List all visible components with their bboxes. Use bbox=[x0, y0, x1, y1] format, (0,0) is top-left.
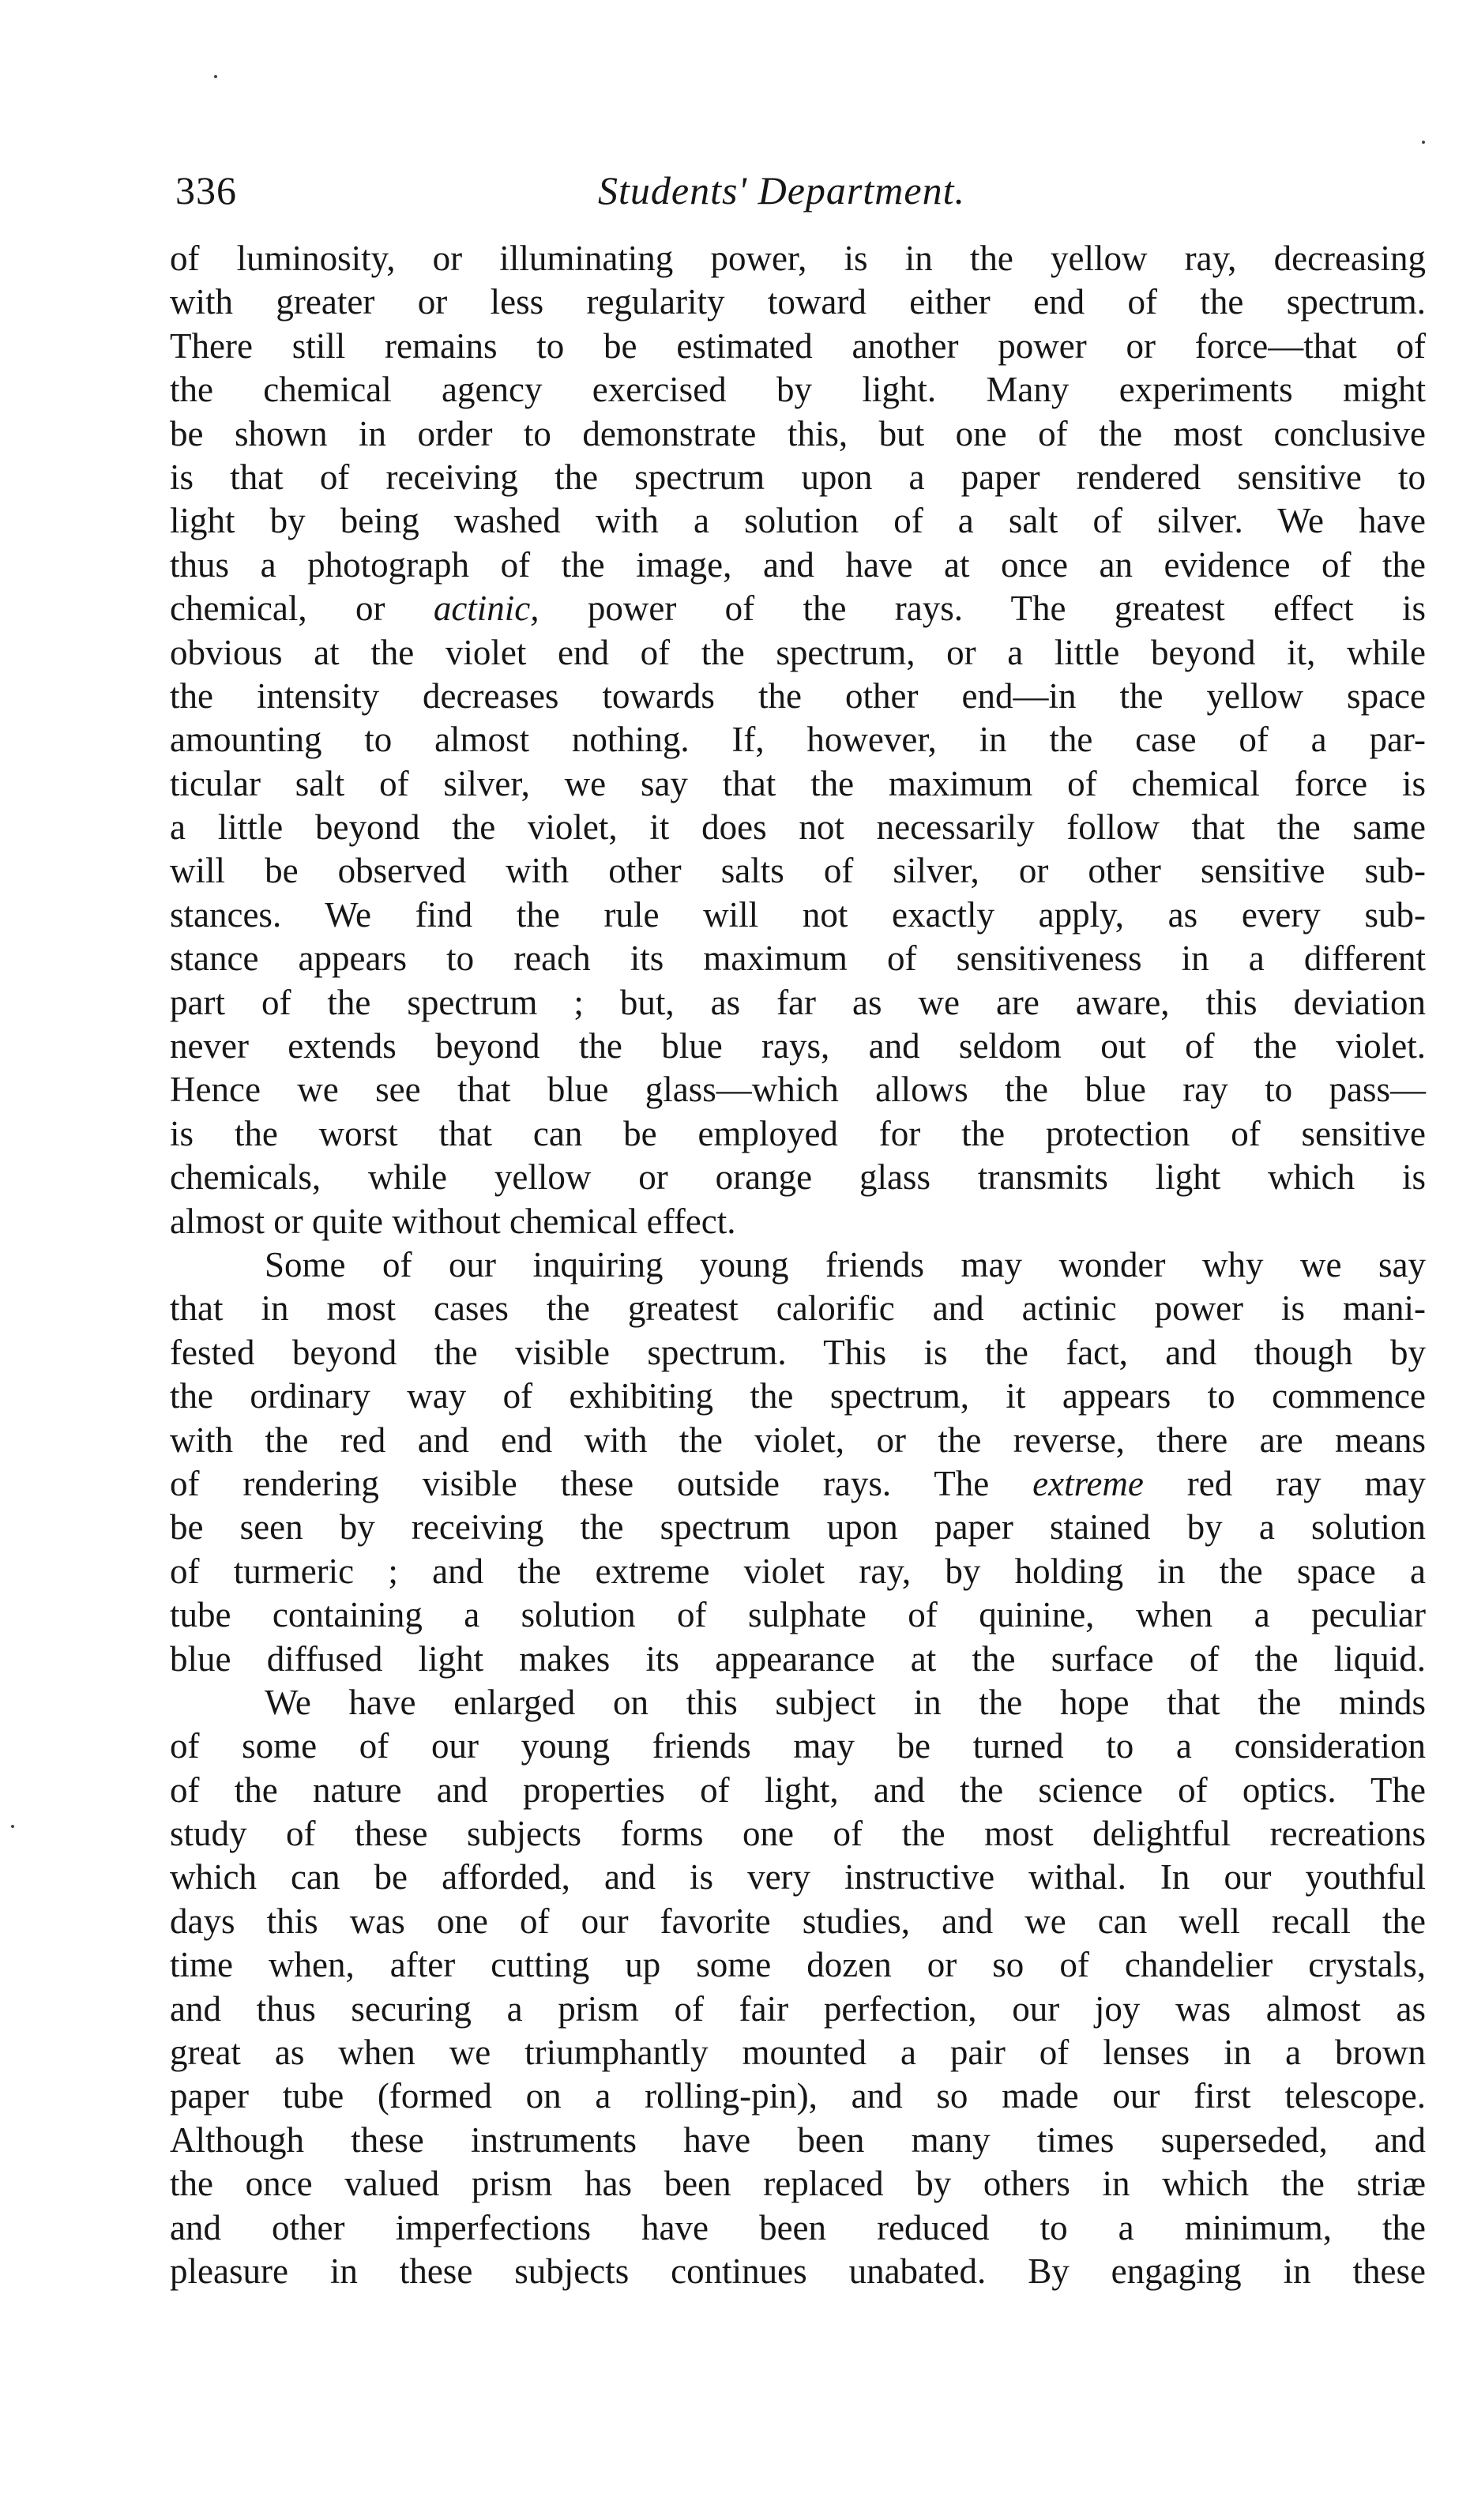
text-line: fested beyond the visible spectrum. This is the fact, and though by bbox=[170, 1332, 1426, 1372]
text-line: tube containing a solution of sulphate of quinine, when a peculiar bbox=[170, 1595, 1426, 1635]
text-line: stances. We find the rule will not exactly apply, as every sub- bbox=[170, 894, 1426, 935]
text-line: that in most cases the greatest calorific and actinic power is mani- bbox=[170, 1288, 1426, 1329]
text-line: blue diffused light makes its appearance at the surface of the liquid. bbox=[170, 1638, 1426, 1679]
text-line: obvious at the violet end of the spectrum, or a little beyond it, while bbox=[170, 632, 1426, 672]
text-line: with the red and end with the violet, or the reverse, there are means bbox=[170, 1420, 1426, 1460]
text-line: the intensity decreases towards the other end—in the yellow space bbox=[170, 675, 1426, 716]
text-line bbox=[170, 1462, 1426, 1506]
text-line: of luminosity, or illuminating power, is in the yellow ray, decreasing bbox=[170, 239, 1426, 278]
text-line: days this was one of our favorite studies, and we can well recall the bbox=[170, 1901, 1426, 1941]
text-line: paper tube (formed on a rolling-pin), and so made our first telescope. bbox=[170, 2076, 1426, 2116]
text-line bbox=[170, 587, 1426, 630]
text-line: amounting to almost nothing. If, however, in the case of a par- bbox=[170, 720, 1426, 760]
text-line: study of these subjects forms one of the most delightful recreations bbox=[170, 1814, 1426, 1854]
text-line: the ordinary way of exhibiting the spectrum, it appears to commence bbox=[170, 1376, 1426, 1416]
text-line: the chemical agency exercised by light. Many experiments might bbox=[170, 370, 1426, 410]
text-line: pleasure in these subjects continues unabated. By engaging in these bbox=[170, 2251, 1426, 2291]
line-segment: of rendering visible these outside rays. The bbox=[170, 1463, 990, 1503]
text-line: ticular salt of silver, we say that the maximum of chemical force is bbox=[170, 763, 1426, 803]
line-segment: power of the rays. The greatest effect is bbox=[587, 589, 1427, 629]
line-segment: chemical, or bbox=[170, 589, 385, 629]
text-line: light by being washed with a solution of a salt of silver. We have bbox=[170, 501, 1426, 541]
text-line: with greater or less regularity toward either end of the spectrum. bbox=[170, 282, 1426, 322]
text-line: We have enlarged on this subject in the hope that the minds bbox=[265, 1682, 1426, 1722]
body-text bbox=[170, 237, 1426, 2293]
text-line: is that of receiving the spectrum upon a paper rendered sensitive to bbox=[170, 457, 1426, 497]
running-head: Students' Department. bbox=[598, 168, 965, 213]
text-line: part of the spectrum ; but, as far as we are aware, this deviation bbox=[170, 982, 1426, 1022]
italic-term: extreme bbox=[1032, 1463, 1144, 1503]
text-line: time when, after cutting up some dozen or so of chandelier crystals, bbox=[170, 1945, 1426, 1985]
line-segment: red ray may bbox=[1186, 1463, 1427, 1503]
text-line: of some of our young friends may be turned to a consideration bbox=[170, 1726, 1426, 1766]
page-number: 336 bbox=[175, 168, 237, 213]
text-line: Although these instruments have been many times superseded, and bbox=[170, 2119, 1426, 2160]
italic-term: actinic, bbox=[433, 589, 540, 629]
text-line: which can be afforded, and is very instructive withal. In our youthful bbox=[170, 1857, 1426, 1898]
text-line: There still remains to be estimated another power or force—that of bbox=[170, 325, 1426, 366]
text-line: chemicals, while yellow or orange glass transmits light which is bbox=[170, 1157, 1426, 1198]
text-line: and thus securing a prism of fair perfection, our joy was almost as bbox=[170, 1988, 1426, 2029]
text-line: be shown in order to demonstrate this, but one of the most conclusive bbox=[170, 413, 1426, 453]
page-speck bbox=[11, 1825, 14, 1828]
text-line: thus a photograph of the image, and have at once an evidence of the bbox=[170, 544, 1426, 585]
text-line: Some of our inquiring young friends may wonder why we say bbox=[265, 1244, 1426, 1284]
text-line: never extends beyond the blue rays, and seldom out of the violet. bbox=[170, 1026, 1426, 1066]
text-line: almost or quite without chemical effect. bbox=[170, 1201, 736, 1241]
text-line: Hence we see that blue glass—which allows the blue ray to pass— bbox=[170, 1070, 1426, 1110]
text-line: of turmeric ; and the extreme violet ray, by holding in the space a bbox=[170, 1551, 1426, 1591]
page-speck bbox=[214, 75, 217, 78]
text-line: be seen by receiving the spectrum upon paper stained by a solution bbox=[170, 1507, 1426, 1548]
text-line: is the worst that can be employed for the protection of sensitive bbox=[170, 1113, 1426, 1153]
page-speck bbox=[1422, 141, 1425, 144]
text-line: a little beyond the violet, it does not necessarily follow that the same bbox=[170, 807, 1426, 848]
text-line: and other imperfections have been reduced to a minimum, the bbox=[170, 2207, 1426, 2247]
page-header bbox=[175, 167, 1423, 223]
text-line: the once valued prism has been replaced by others in which the striæ bbox=[170, 2164, 1426, 2204]
text-line: will be observed with other salts of silver, or other sensitive sub- bbox=[170, 851, 1426, 891]
text-line: stance appears to reach its maximum of sensitiveness in a different bbox=[170, 938, 1426, 979]
text-line: of the nature and properties of light, and the science of optics. The bbox=[170, 1770, 1426, 1810]
text-line: great as when we triumphantly mounted a pair of lenses in a brown bbox=[170, 2033, 1426, 2073]
